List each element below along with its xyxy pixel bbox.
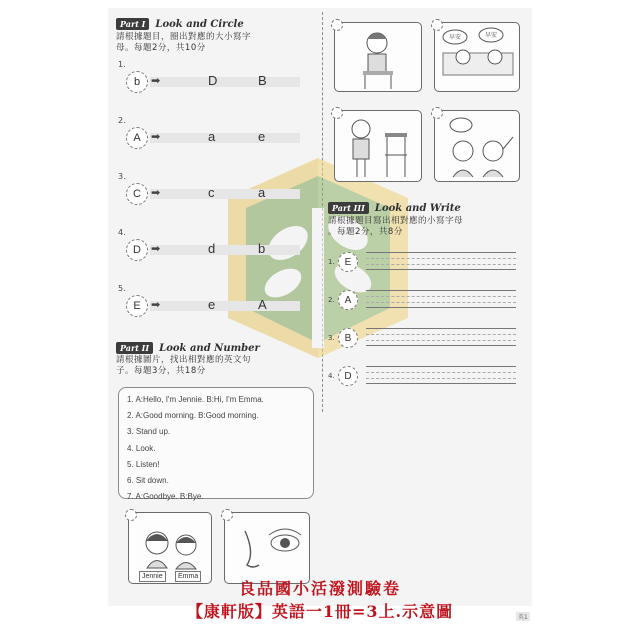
- write-row-1: 1. E: [328, 250, 518, 274]
- name-tag-jennie: Jennie: [139, 571, 166, 582]
- q1-letter-badge: b: [126, 71, 148, 93]
- q5-option-1[interactable]: e: [208, 297, 216, 312]
- q2-option-2[interactable]: e: [258, 129, 266, 144]
- write-row-4: 4. D: [328, 364, 518, 388]
- sentence-item: 4. Look.: [127, 443, 156, 453]
- q5-letter-badge: E: [126, 295, 148, 317]
- part3-tag: Part III: [328, 202, 369, 214]
- picture-box-goodbye: [434, 110, 520, 182]
- q1-option-1[interactable]: D: [208, 73, 218, 88]
- write-row-3: 3. B: [328, 326, 518, 350]
- goodbye-illustration-icon: [435, 111, 521, 183]
- q4-option-2[interactable]: b: [258, 241, 266, 256]
- writing-lines[interactable]: [366, 252, 516, 270]
- answer-slot[interactable]: [431, 107, 443, 119]
- part2-title: Look and Number: [159, 342, 260, 354]
- q2-letter-badge: A: [126, 127, 148, 149]
- q3-option-1[interactable]: c: [208, 185, 215, 200]
- sentence-item: 5. Listen!: [127, 459, 160, 469]
- sentence-item: 7. A:Goodbye. B:Bye.: [127, 492, 204, 502]
- q4-letter-badge: D: [126, 239, 148, 261]
- nose-eye-illustration-icon: [225, 513, 311, 585]
- writing-lines[interactable]: [366, 328, 516, 346]
- q4-option-1[interactable]: d: [208, 241, 216, 256]
- boy-sitting-illustration-icon: [335, 23, 423, 93]
- q2-row: [126, 127, 296, 149]
- part2-header: [116, 342, 260, 354]
- arrow-icon: ➡: [151, 242, 161, 255]
- picture-box-face: [224, 512, 310, 584]
- caption: [0, 578, 640, 624]
- sentence-item: 2. A:Good morning. B:Good morning.: [127, 411, 259, 421]
- answer-slot[interactable]: [125, 509, 137, 521]
- q1-option-2[interactable]: B: [258, 73, 267, 88]
- part3-instruction: 請根據題目寫出相對應的小寫字母 。每題2分，共8分: [328, 216, 464, 237]
- arrow-icon: ➡: [151, 74, 161, 87]
- q3-number: 3.: [118, 172, 126, 181]
- q2-number: 2.: [118, 116, 126, 125]
- part2-tag: Part II: [116, 342, 153, 354]
- answer-slot[interactable]: [221, 509, 233, 521]
- answer-slot[interactable]: [331, 107, 343, 119]
- part1-title: Look and Circle: [155, 18, 244, 30]
- caption-subtitle: 【康軒版】英語一1冊=3上.示意圖: [186, 602, 454, 621]
- write-letter-badge: A: [338, 290, 358, 310]
- part1-tag: Part I: [116, 18, 149, 30]
- arrow-icon: ➡: [151, 130, 161, 143]
- q4-row: [126, 239, 296, 261]
- writing-lines[interactable]: [366, 366, 516, 384]
- q5-row: [126, 295, 296, 317]
- q5-option-2[interactable]: A: [258, 297, 267, 312]
- q3-letter-badge: C: [126, 183, 148, 205]
- part3-header: [328, 202, 461, 214]
- picture-box-greeting: [128, 512, 212, 584]
- part2-instruction: 請根據圖片，找出相對應的英文句 子。每題3分，共18分: [116, 355, 252, 376]
- writing-lines[interactable]: [366, 290, 516, 308]
- name-tag-emma: Emma: [175, 571, 201, 582]
- page-mark: 英1: [518, 614, 528, 621]
- q2-option-1[interactable]: a: [208, 129, 216, 144]
- good-morning-illustration-icon: [435, 23, 521, 93]
- q1-row: [126, 71, 296, 93]
- sentence-item: 6. Sit down.: [127, 476, 169, 486]
- arrow-icon: ➡: [151, 298, 161, 311]
- picture-box-stand: [334, 110, 422, 182]
- q5-number: 5.: [118, 284, 126, 293]
- arrow-icon: ➡: [151, 186, 161, 199]
- sentence-item: 3. Stand up.: [127, 427, 171, 437]
- write-row-2: 2. A: [328, 288, 518, 312]
- caption-title: 良品國小活潑測驗卷: [238, 579, 401, 598]
- part3-title: Look and Write: [374, 202, 461, 214]
- part1-header: [116, 18, 244, 30]
- write-letter-badge: D: [338, 366, 358, 386]
- q3-row: [126, 183, 296, 205]
- picture-box-sit: [334, 22, 422, 92]
- sentence-list-box: [118, 387, 314, 502]
- answer-slot[interactable]: [431, 19, 443, 31]
- write-letter-badge: E: [338, 252, 358, 272]
- answer-slot[interactable]: [331, 19, 343, 31]
- q3-option-2[interactable]: a: [258, 185, 266, 200]
- picture-box-morning: [434, 22, 520, 92]
- q1-number: 1.: [118, 60, 126, 69]
- part1-instruction: 請根據題目，圈出對應的大小寫字 母。每題2分，共10分: [116, 32, 252, 53]
- write-letter-badge: B: [338, 328, 358, 348]
- q4-number: 4.: [118, 228, 126, 237]
- worksheet-page: [108, 8, 532, 606]
- speech-bubble-1: 早安: [449, 34, 462, 41]
- sentence-item: 1. A:Hello, I'm Jennie. B:Hi, I'm Emma.: [127, 395, 264, 404]
- speech-bubble-2: 早安: [485, 32, 498, 39]
- boy-standing-illustration-icon: [335, 111, 423, 183]
